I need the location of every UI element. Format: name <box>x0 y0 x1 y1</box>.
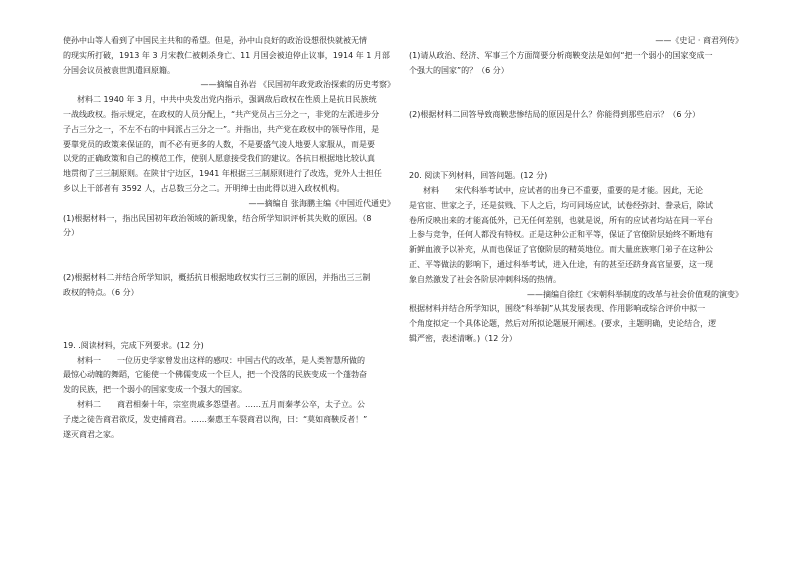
text-line: 材料一 一位历史学家曾发出这样的感叹：中国古代的改革，是人类智慧所做的 <box>77 355 365 365</box>
answer-space <box>409 78 743 108</box>
text-line: 是官宦、世家之子，还是贫贱、下人之后，均可同场应试，试卷经弥封、誊录后，除试 <box>409 200 713 210</box>
text-line: 子占三分之一，不左不右的中间派占三分之一”。并指出，共产党在政权中的领导作用，是 <box>63 124 380 134</box>
text-line: 卷所反映出来的才能高低外，已无任何差别，也就是说，所有的应试者均站在同一平台 <box>409 215 713 225</box>
answer-space <box>409 123 743 169</box>
source-citation: ——摘编自 张海鹏主编《中国近代通史》 <box>248 198 395 208</box>
text-line: 上参与竞争，任何人都没有特权。正是这种公正和平等，保证了官僚阶层始终不断地有 <box>409 230 713 240</box>
answer-space <box>63 241 395 271</box>
text-line: 一战线政权。指示规定，在政权的人员分配上，“共产党员占三分之一，非党的左派进步分 <box>63 109 380 119</box>
text-line: 个角度拟定一个具体论题，然后对所拟论题展开阐述。(要求，主题明确，史论结合，逻 <box>409 319 717 329</box>
text-line: 正、平等做法的影响下，通过科举考试，进入仕途，有的甚至还跻身高官显要，这一现 <box>409 259 713 269</box>
text-line: 要靠党员的政策来保证的，而不必有更多的人数，不是要盛气凌人地要人家服从，而是要 <box>63 139 375 149</box>
text-line: 遂灭商君之家。 <box>63 429 119 439</box>
text-line: 根据材料并结合所学知识，围绕“科举制”从其发展表现、作用影响或综合评价中拟一 <box>409 304 706 314</box>
text-line: (2)根据材料二并结合所学知识，概括抗日根据地政权实行三三制的原因，并指出三三制 <box>63 273 371 283</box>
text-line: 辑严密，表述清晰。)（12 分） <box>409 333 517 343</box>
material2 <box>63 93 395 197</box>
text-line: 新鲜血液予以补充，从而也保证了官僚阶层的精英地位。而大量庶族寒门弟子在这种公 <box>409 245 713 255</box>
text-line: 子虔之徒告商君欲反，发吏捕商君。……秦惠王车裂商君以徇，曰：“莫如商鞅反者！” <box>63 414 368 424</box>
q19-question-1 <box>409 49 743 79</box>
question-2 <box>63 271 395 301</box>
q19-material2 <box>63 398 395 442</box>
material1-continuation <box>63 34 395 78</box>
text-line: 材料二 商君相秦十年，宗室贵戚多怨望者。……五月而秦孝公卒，太子立。公 <box>77 399 365 409</box>
text-line: 个强大的国家”的？（6 分） <box>409 65 509 75</box>
text-line: 象自然激发了社会各阶层冲刺科场的热情。 <box>409 274 561 284</box>
question-1 <box>63 212 395 242</box>
text-line: 材料 宋代科举考试中，应试者的出身已不重要，重要的是才能。因此，无论 <box>423 185 703 195</box>
text-line: 以党的正确政策和自己的模范工作，使别人愿意接受我们的建议。各抗日根据地比较认真 <box>63 154 375 164</box>
text-line: (1)请从政治、经济、军事三个方面简要分析商鞅变法是如何“把一个弱小的国家变成一 <box>409 50 713 60</box>
q19-material1 <box>63 354 395 398</box>
text-line: 材料二 1940 年 3 月，中共中央发出党内指示，强调敌后政权在性质上是抗日民族统 <box>77 95 377 105</box>
question-19-title: 19. .阅读材料，完成下列要求。(12 分) <box>63 340 204 350</box>
text-line: 分） <box>63 228 79 238</box>
text-line: 乡以上干部者有 3592 人，占总数三分之二。开明绅士由此得以进入政权机构。 <box>63 183 345 193</box>
q20-task <box>409 302 743 346</box>
right-column <box>409 34 743 347</box>
source-citation: ——《史记 · 商君列传》 <box>655 36 743 45</box>
source-citation: ——摘编自徐红《宋朝科举制度的改革与社会价值观的演变》 <box>527 289 743 299</box>
q19-question-2: (2)根据材料二回答导致商鞅悲惨结局的原因是什么？你能得到那些启示？（6 分） <box>409 110 700 120</box>
text-line: 使孙中山等人看到了中国民主共和的希望。但是，孙中山良好的政治设想很快就被无情 <box>63 36 367 45</box>
text-line: 分国会议员被袁世凯遣回原籍。 <box>63 65 175 75</box>
left-column <box>63 34 395 442</box>
q20-material <box>409 184 743 288</box>
text-line: 最惊心动魄的舞蹈，它能使一个佛儒变成一个巨人，把一个没落的民族变成一个蓬勃奋 <box>63 370 367 380</box>
answer-space <box>63 301 395 339</box>
text-line: 的现实所打破，1913 年 3 月宋教仁被刺杀身亡、11 月国会被迫停止议事，1914 年 1 月部 <box>63 50 390 60</box>
text-line: 发的民族，把一个弱小的国家变成一个强大的国家。 <box>63 385 247 395</box>
source-citation: ——摘编自孙岩 《民国初年政党政治探索的历史考察》 <box>200 80 395 90</box>
text-line: (1)根据材料一，指出民国初年政治领域的新现象，结合所学知识评析其失败的原因。（8 <box>63 213 372 223</box>
text-line: 地贯彻了三三制原则。在陕甘宁边区，1941 年根据三三制原则进行了改选，党外人士担任 <box>63 169 382 179</box>
question-20-title: 20. 阅读下列材料，回答问题。(12 分) <box>409 171 548 181</box>
text-line: 政权的特点。（6 分） <box>63 287 139 297</box>
